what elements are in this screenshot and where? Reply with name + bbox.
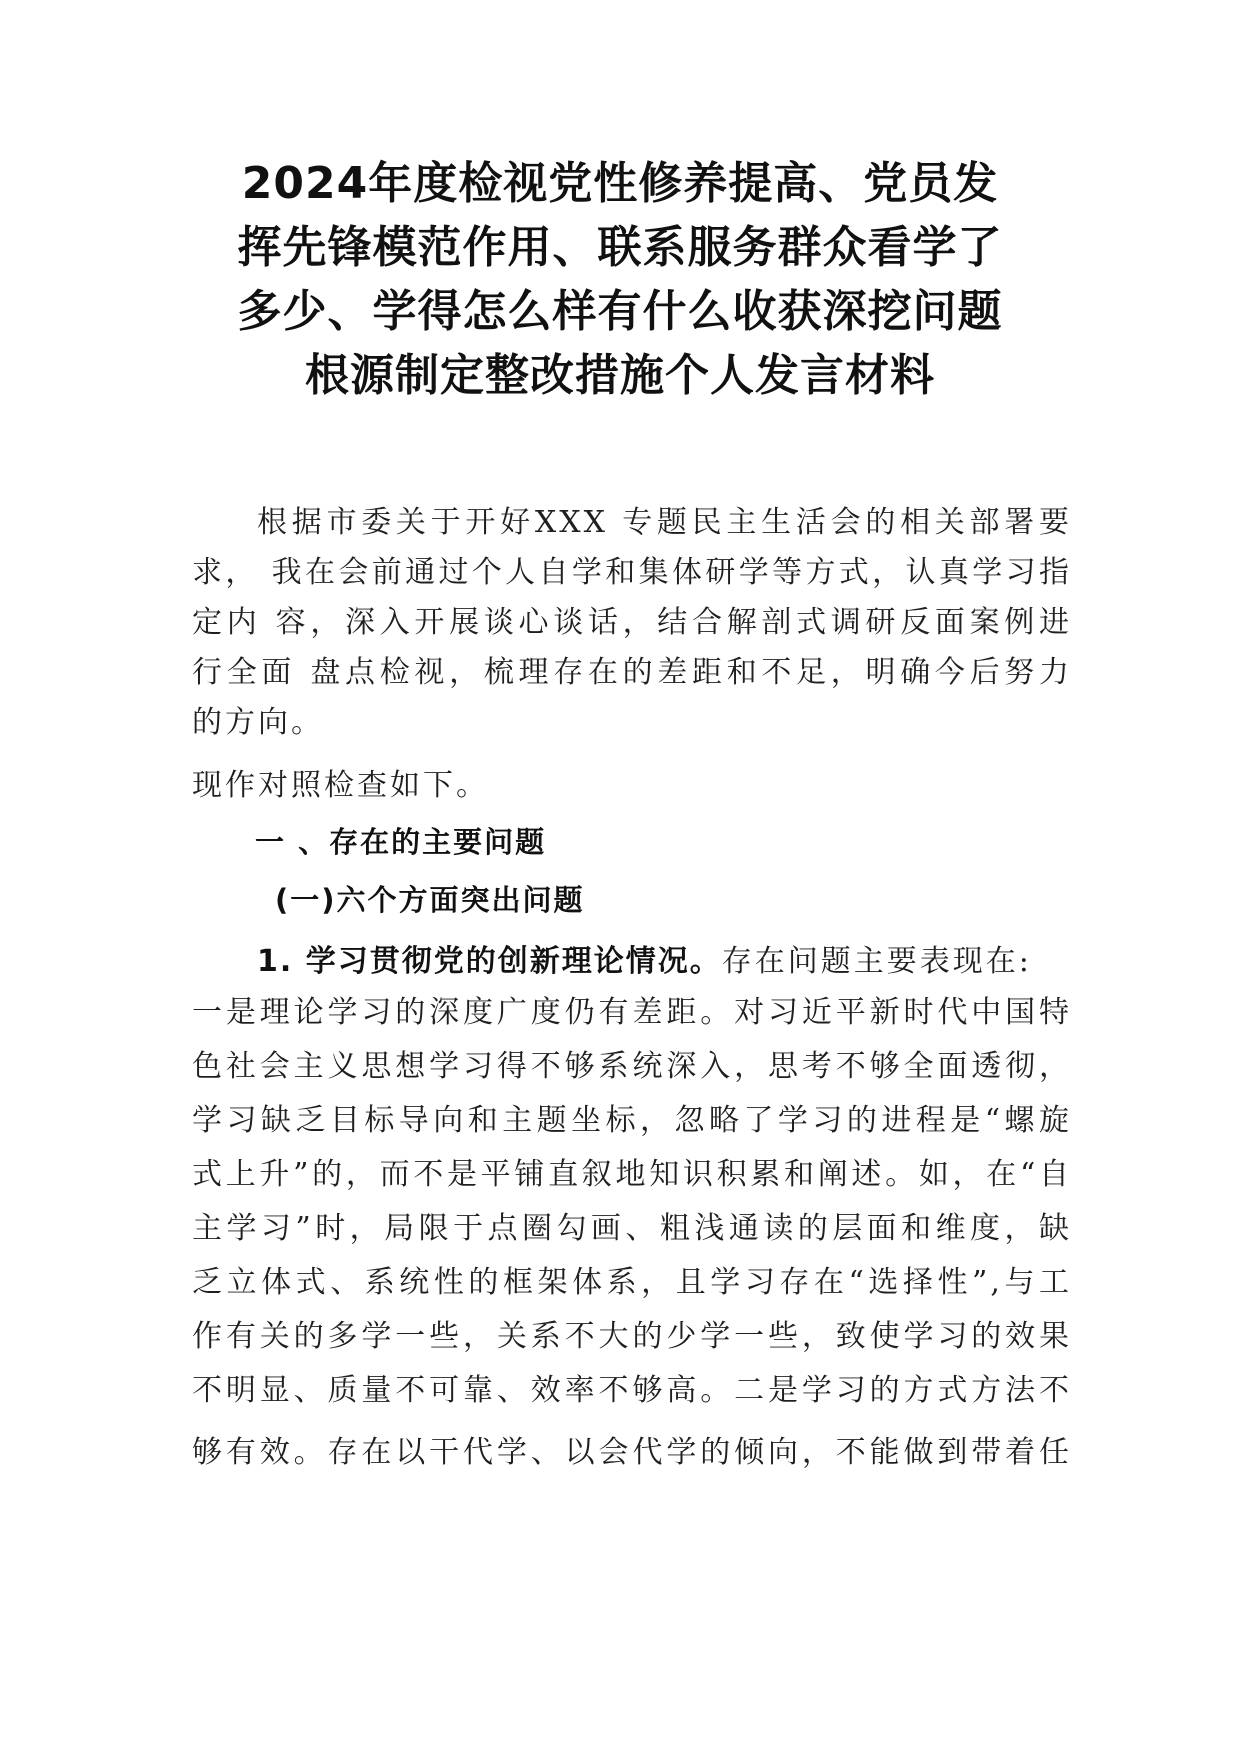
title-line: 2024年度检视党性修养提高、党员发 xyxy=(241,158,999,209)
item-line: 不明显、质量不可靠、效率不够高。二是学习的方式方法不 xyxy=(192,1373,1072,1408)
document-title xyxy=(150,152,1090,408)
item-line: 够有效。存在以干代学、以会代学的倾向，不能做到带着任 xyxy=(192,1435,1072,1470)
subsection-heading: (一)六个方面突出问题 xyxy=(275,883,585,917)
item-line: 作有关的多学一些，关系不大的少学一些，致使学习的效果 xyxy=(192,1319,1072,1354)
intro-closing-line: 现作对照检查如下。 xyxy=(192,768,489,803)
title-line: 挥先锋模范作用、联系服务群众看学了 xyxy=(237,222,1003,273)
item-lead-bold: 1. 学习贯彻党的创新理论情况。 xyxy=(257,944,722,979)
item-lead-line xyxy=(257,942,1072,982)
item-line: 式上升”的，而不是平铺直叙地知识积累和阐述。如，在“自 xyxy=(192,1157,1072,1192)
title-line: 根源制定整改措施个人发言材料 xyxy=(305,350,935,401)
intro-line: 定内 容，深入开展谈心谈话，结合解剖式调研反面案例进 xyxy=(192,605,1072,640)
intro-line: 的方向。 xyxy=(192,705,324,740)
section-heading: 一 、存在的主要问题 xyxy=(255,825,547,859)
item-lead-text: 存在问题主要表现在: xyxy=(721,944,1032,979)
item-line: 一是理论学习的深度广度仍有差距。对习近平新时代中国特 xyxy=(192,995,1072,1030)
intro-line: 求， 我在会前通过个人自学和集体研学等方式，认真学习指 xyxy=(192,555,1072,590)
item-line: 学习缺乏目标导向和主题坐标，忽略了学习的进程是“螺旋 xyxy=(192,1103,1072,1138)
item-line: 主学习”时，局限于点圈勾画、粗浅通读的层面和维度，缺 xyxy=(192,1211,1072,1246)
item-line: 色社会主义思想学习得不够系统深入，思考不够全面透彻， xyxy=(192,1049,1072,1084)
intro-line: 行全面 盘点检视，梳理存在的差距和不足，明确今后努力 xyxy=(192,655,1072,690)
intro-line: 根据市委关于开好XXX 专题民主生活会的相关部署要 xyxy=(257,505,1072,540)
title-line: 多少、学得怎么样有什么收获深挖问题 xyxy=(237,286,1003,337)
item-line: 乏立体式、系统性的框架体系，且学习存在“选择性”,与工 xyxy=(192,1265,1072,1300)
